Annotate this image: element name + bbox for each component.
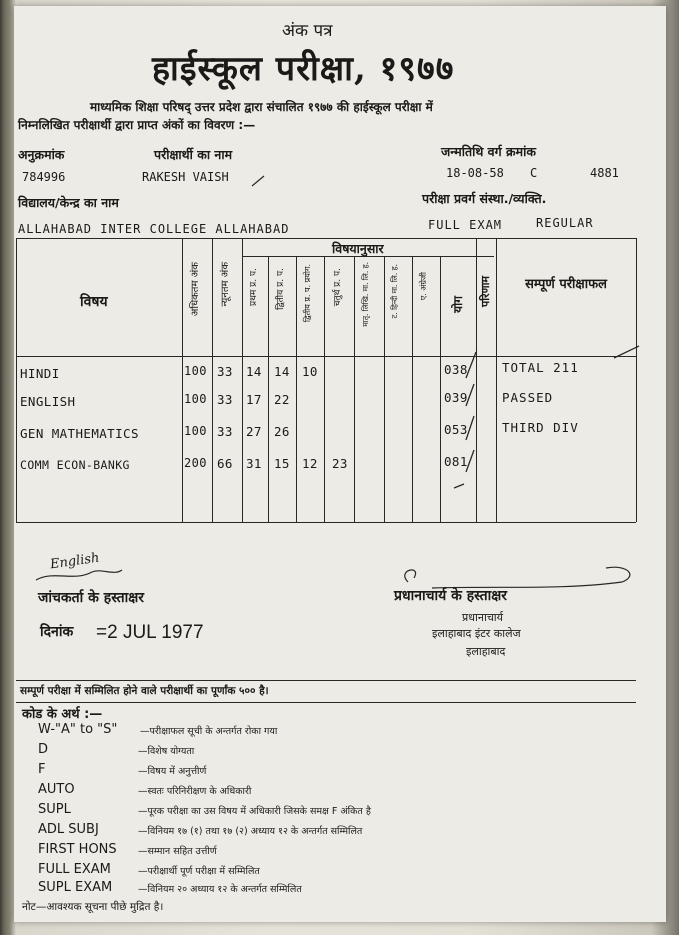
code-key: FIRST HONS (38, 842, 117, 857)
row-2-total: 039 (444, 390, 468, 405)
principal-seal-line-2: इलाहाबाद इंटर कालेज (432, 627, 521, 640)
roll-number: 784996 (22, 170, 66, 184)
row-1-paper-2: 14 (274, 364, 290, 379)
row-4-min: 66 (217, 456, 233, 471)
max-marks-header: अधिकतम अंक (190, 262, 201, 317)
row-4-paper-4: 23 (332, 456, 348, 471)
row-2-max: 100 (184, 392, 207, 406)
date-of-birth: 18-08-58 (446, 166, 504, 180)
hindi-header: ट. हिन्दी मा. लि. ह. (390, 264, 399, 319)
row-1-paper-3: 10 (302, 364, 318, 379)
examiner-label: जांचकर्ता के हस्ताक्षर (38, 590, 145, 606)
code-meaning: —स्वतः परिनिरीक्षण के अधिकारी (138, 786, 252, 797)
exam-type: FULL EXAM (428, 218, 503, 232)
row-3-total: 053 (444, 422, 468, 437)
row-4-subject: COMM ECON-BANKG (20, 458, 130, 472)
intro-line-2: निम्नलिखित परीक्षार्थी द्वारा प्राप्त अंकों का विवरण :— (18, 118, 256, 132)
principal-seal-line-1: प्रधानाचार्य (462, 611, 504, 624)
date-label: दिनांक (40, 624, 74, 640)
row-2-min: 33 (217, 392, 233, 407)
overall-passed: PASSED (502, 390, 554, 405)
examiner-signature-stroke (34, 566, 124, 586)
row-4-paper-2: 15 (274, 456, 290, 471)
code-key: FULL EXAM (38, 862, 111, 877)
mother-tongue-header: मातृ. लिखि. मा. लि. ह. (361, 262, 370, 327)
name-label: परीक्षार्थी का नाम (154, 147, 233, 162)
row-1-min: 33 (217, 364, 233, 379)
result-header: परिणाम (479, 276, 492, 307)
row-2-subject: ENGLISH (20, 394, 76, 409)
code-meaning: —विषय में अनुत्तीर्ण (138, 766, 207, 777)
group-letter: C (530, 166, 538, 180)
marksheet (14, 6, 666, 922)
code-key: ADL SUBJ (38, 822, 99, 837)
exam-type-label: परीक्षा प्रवर्ग संस्था./व्यक्ति. (422, 191, 547, 206)
code-meaning: —विनियम २० अध्याय १२ के अन्तर्गत सम्मिलित (138, 884, 302, 895)
row-1-paper-1: 14 (246, 364, 262, 379)
code-key: SUPL (38, 802, 71, 817)
group-header: विषयानुसार (332, 241, 384, 256)
serial-number: 4881 (590, 166, 619, 180)
row-3-paper-1: 27 (246, 424, 262, 439)
doc-type: अंक पत्र (282, 21, 333, 41)
code-title: कोड के अर्थ :— (22, 707, 103, 722)
row-4-total: 081 (444, 454, 468, 469)
roll-label: अनुक्रमांक (18, 147, 65, 162)
school-name: ALLAHABAD INTER COLLEGE ALLAHABAD (18, 222, 290, 236)
code-key: AUTO (38, 782, 75, 797)
date-stamp: =2 JUL 1977 (96, 622, 204, 643)
dob-label: जन्मतिथि वर्ग क्रमांक (441, 144, 536, 159)
code-meaning: —विशेष योग्यता (138, 746, 195, 757)
code-key: SUPL EXAM (38, 880, 113, 895)
row-1-subject: HINDI (20, 366, 60, 381)
code-meaning: —परीक्षार्थी पूर्ण परीक्षा में सम्मिलित (138, 866, 260, 877)
total-marks-note: सम्पूर्ण परीक्षा में सम्मिलित होने वाले परीक्षार्थी का पूर्णांक ५०० है। (20, 685, 269, 697)
code-key: W-"A" to "S" (38, 722, 118, 737)
row-3-paper-2: 26 (274, 424, 290, 439)
english-header: ए. अंग्रेजी (419, 272, 428, 301)
principal-seal-line-3: इलाहाबाद (466, 645, 506, 658)
row-1-max: 100 (184, 364, 207, 378)
intro-line-1: माध्यमिक शिक्षा परिषद् उत्तर प्रदेश द्वारा संचालित १९७७ की हाईस्कूल परीक्षा में (90, 100, 433, 114)
row-3-min: 33 (217, 424, 233, 439)
row-1-total: 038 (444, 362, 468, 377)
candidate-status: REGULAR (536, 216, 594, 230)
min-marks-header: न्यूनतम अंक (220, 262, 231, 307)
code-key: D (38, 742, 49, 757)
check-marks (14, 6, 666, 922)
code-meaning: —पूरक परीक्षा का उस विषय में अधिकारी जिसके समक्ष F अंकित है (138, 806, 371, 817)
footer-note: नोट—आवश्यक सूचना पीछे मुद्रित है। (22, 901, 164, 913)
candidate-name: RAKESH VAISH (142, 170, 229, 184)
paper-1-header: प्रथम प्र. प. (249, 268, 259, 306)
subject-header: विषय (80, 294, 108, 310)
code-key: F (38, 762, 46, 777)
code-meaning: —परीक्षाफल सूची के अन्तर्गत रोका गया (140, 726, 278, 737)
examiner-signature: English (49, 550, 101, 573)
row-4-max: 200 (184, 456, 207, 470)
total-header: योग (451, 296, 465, 313)
row-3-subject: GEN MATHEMATICS (20, 426, 139, 441)
overall-result-header-text: सम्पूर्ण परीक्षाफल (525, 277, 607, 292)
code-meaning: —सम्मान सहित उत्तीर्ण (138, 846, 217, 857)
code-meaning: —विनियम १७ (१) तथा १७ (२) अध्याय १२ के अन्तर्गत सम्मिलित (138, 826, 363, 837)
row-4-paper-1: 31 (246, 456, 262, 471)
principal-label: प्रधानाचार्य के हस्ताक्षर (394, 588, 507, 604)
paper-4-header: चतुर्थ प्र. प. (333, 268, 343, 307)
row-3-max: 100 (184, 424, 207, 438)
paper-2-header: द्वितीय प्र. प. (276, 268, 286, 310)
school-label: विद्यालय/केन्द्र का नाम (18, 195, 119, 210)
exam-title: हाईस्कूल परीक्षा, १९७७ (152, 49, 455, 89)
row-2-paper-2: 22 (274, 392, 290, 407)
row-2-paper-1: 17 (246, 392, 262, 407)
overall-total: TOTAL 211 (502, 360, 579, 375)
overall-division: THIRD DIV (502, 420, 579, 435)
paper-3-header: द्वितीय प्र. प. प्रयोग. (303, 264, 312, 323)
row-4-paper-3: 12 (302, 456, 318, 471)
